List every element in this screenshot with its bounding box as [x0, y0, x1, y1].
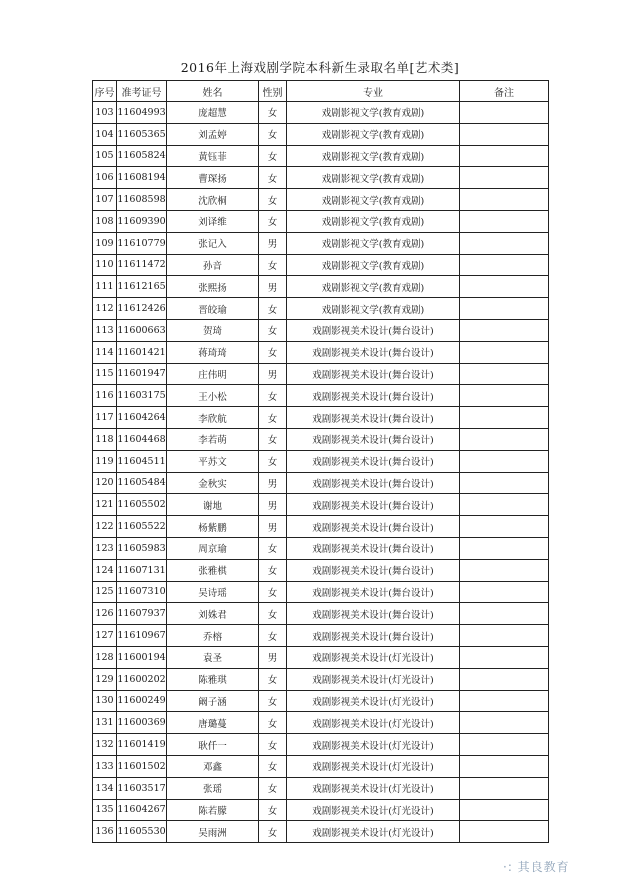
cell-name: 乔榕: [167, 625, 259, 647]
table-row: [93, 341, 549, 363]
cell-major: 戏剧影视美术设计(舞台设计): [287, 494, 460, 516]
cell-name: 刘译维: [167, 210, 259, 232]
cell-seq: 118: [93, 428, 117, 450]
cell-exam-no: 11605824: [117, 145, 167, 167]
cell-seq: 122: [93, 516, 117, 538]
cell-gender: 男: [259, 363, 287, 385]
cell-gender: 女: [259, 254, 287, 276]
cell-exam-no: 11610779: [117, 232, 167, 254]
cell-remark: [460, 646, 549, 668]
cell-exam-no: 11604264: [117, 407, 167, 429]
table-row: [93, 581, 549, 603]
cell-major: 戏剧影视文学(教育戏剧): [287, 167, 460, 189]
cell-name: 沈欣桐: [167, 189, 259, 211]
cell-exam-no: 11600663: [117, 319, 167, 341]
cell-exam-no: 11605522: [117, 516, 167, 538]
cell-seq: 136: [93, 821, 117, 843]
cell-remark: [460, 777, 549, 799]
cell-gender: 女: [259, 450, 287, 472]
cell-major: 戏剧影视美术设计(舞台设计): [287, 319, 460, 341]
cell-remark: [460, 516, 549, 538]
cell-name: 李若萌: [167, 428, 259, 450]
cell-name: 吴诗瑶: [167, 581, 259, 603]
cell-name: 谢地: [167, 494, 259, 516]
cell-major: 戏剧影视文学(教育戏剧): [287, 210, 460, 232]
cell-seq: 128: [93, 646, 117, 668]
cell-name: 杨紫鹏: [167, 516, 259, 538]
cell-name: 李欣航: [167, 407, 259, 429]
cell-exam-no: 11600249: [117, 690, 167, 712]
cell-exam-no: 11604468: [117, 428, 167, 450]
cell-major: 戏剧影视美术设计(舞台设计): [287, 516, 460, 538]
cell-gender: 女: [259, 777, 287, 799]
cell-remark: [460, 450, 549, 472]
cell-gender: 男: [259, 232, 287, 254]
column-header-major: 专业: [287, 81, 460, 102]
cell-gender: 女: [259, 690, 287, 712]
cell-exam-no: 11604267: [117, 799, 167, 821]
cell-gender: 女: [259, 102, 287, 124]
cell-seq: 115: [93, 363, 117, 385]
table-row: [93, 690, 549, 712]
cell-major: 戏剧影视美术设计(灯光设计): [287, 690, 460, 712]
cell-name: 张雅棋: [167, 559, 259, 581]
cell-major: 戏剧影视美术设计(舞台设计): [287, 559, 460, 581]
cell-major: 戏剧影视美术设计(灯光设计): [287, 777, 460, 799]
cell-remark: [460, 189, 549, 211]
cell-seq: 105: [93, 145, 117, 167]
cell-name: 张瑶: [167, 777, 259, 799]
cell-gender: 女: [259, 145, 287, 167]
cell-name: 庞超慧: [167, 102, 259, 124]
cell-seq: 123: [93, 537, 117, 559]
table-row: [93, 407, 549, 429]
cell-name: 刘姝君: [167, 603, 259, 625]
cell-remark: [460, 559, 549, 581]
cell-major: 戏剧影视文学(教育戏剧): [287, 145, 460, 167]
table-row: [93, 450, 549, 472]
admission-table: [92, 80, 549, 843]
cell-gender: 男: [259, 516, 287, 538]
column-header-seq: 序号: [93, 81, 117, 102]
cell-gender: 女: [259, 603, 287, 625]
table-row: [93, 603, 549, 625]
table-row: [93, 646, 549, 668]
cell-gender: 女: [259, 559, 287, 581]
cell-seq: 109: [93, 232, 117, 254]
cell-remark: [460, 385, 549, 407]
cell-remark: [460, 407, 549, 429]
cell-major: 戏剧影视文学(教育戏剧): [287, 102, 460, 124]
cell-seq: 129: [93, 668, 117, 690]
cell-name: 阚子涵: [167, 690, 259, 712]
cell-seq: 103: [93, 102, 117, 124]
column-header-exam-no: 准考证号: [117, 81, 167, 102]
cell-remark: [460, 428, 549, 450]
cell-seq: 106: [93, 167, 117, 189]
cell-remark: [460, 494, 549, 516]
cell-seq: 135: [93, 799, 117, 821]
cell-gender: 女: [259, 189, 287, 211]
cell-remark: [460, 319, 549, 341]
cell-seq: 119: [93, 450, 117, 472]
cell-exam-no: 11600202: [117, 668, 167, 690]
cell-seq: 117: [93, 407, 117, 429]
table-row: [93, 298, 549, 320]
cell-remark: [460, 472, 549, 494]
cell-gender: 女: [259, 341, 287, 363]
cell-major: 戏剧影视文学(教育戏剧): [287, 232, 460, 254]
cell-name: 周京瑜: [167, 537, 259, 559]
cell-remark: [460, 232, 549, 254]
cell-remark: [460, 167, 549, 189]
cell-gender: 男: [259, 646, 287, 668]
table-header-row: [93, 81, 549, 102]
cell-seq: 132: [93, 734, 117, 756]
table-row: [93, 254, 549, 276]
cell-major: 戏剧影视美术设计(舞台设计): [287, 472, 460, 494]
cell-seq: 112: [93, 298, 117, 320]
cell-remark: [460, 755, 549, 777]
cell-seq: 107: [93, 189, 117, 211]
table-row: [93, 232, 549, 254]
cell-major: 戏剧影视美术设计(舞台设计): [287, 341, 460, 363]
cell-major: 戏剧影视美术设计(舞台设计): [287, 407, 460, 429]
cell-major: 戏剧影视美术设计(舞台设计): [287, 603, 460, 625]
cell-name: 晋皎瑜: [167, 298, 259, 320]
table-row: [93, 319, 549, 341]
cell-seq: 126: [93, 603, 117, 625]
table-row: [93, 712, 549, 734]
cell-major: 戏剧影视美术设计(舞台设计): [287, 363, 460, 385]
cell-exam-no: 11607937: [117, 603, 167, 625]
cell-major: 戏剧影视文学(教育戏剧): [287, 276, 460, 298]
cell-exam-no: 11609390: [117, 210, 167, 232]
cell-exam-no: 11601421: [117, 341, 167, 363]
table-row: [93, 734, 549, 756]
cell-major: 戏剧影视美术设计(灯光设计): [287, 712, 460, 734]
cell-gender: 女: [259, 407, 287, 429]
cell-gender: 女: [259, 799, 287, 821]
cell-major: 戏剧影视美术设计(灯光设计): [287, 821, 460, 843]
cell-major: 戏剧影视文学(教育戏剧): [287, 254, 460, 276]
cell-seq: 110: [93, 254, 117, 276]
cell-seq: 127: [93, 625, 117, 647]
cell-name: 陈若朦: [167, 799, 259, 821]
cell-major: 戏剧影视美术设计(舞台设计): [287, 428, 460, 450]
column-header-remark: 备注: [460, 81, 549, 102]
table-row: [93, 821, 549, 843]
cell-seq: 120: [93, 472, 117, 494]
table-row: [93, 189, 549, 211]
cell-seq: 131: [93, 712, 117, 734]
cell-seq: 133: [93, 755, 117, 777]
table-row: [93, 755, 549, 777]
cell-exam-no: 11607310: [117, 581, 167, 603]
cell-exam-no: 11604511: [117, 450, 167, 472]
cell-exam-no: 11605530: [117, 821, 167, 843]
cell-remark: [460, 537, 549, 559]
cell-seq: 114: [93, 341, 117, 363]
cell-name: 张记入: [167, 232, 259, 254]
cell-name: 袁圣: [167, 646, 259, 668]
column-header-gender: 性别: [259, 81, 287, 102]
cell-gender: 女: [259, 712, 287, 734]
cell-exam-no: 11603517: [117, 777, 167, 799]
cell-gender: 女: [259, 123, 287, 145]
cell-seq: 113: [93, 319, 117, 341]
cell-major: 戏剧影视美术设计(灯光设计): [287, 755, 460, 777]
cell-remark: [460, 581, 549, 603]
table-row: [93, 799, 549, 821]
cell-remark: [460, 603, 549, 625]
cell-name: 邓鑫: [167, 755, 259, 777]
cell-gender: 女: [259, 428, 287, 450]
cell-major: 戏剧影视文学(教育戏剧): [287, 298, 460, 320]
cell-exam-no: 11601502: [117, 755, 167, 777]
cell-exam-no: 11605983: [117, 537, 167, 559]
cell-name: 蒋琦琦: [167, 341, 259, 363]
cell-major: 戏剧影视美术设计(舞台设计): [287, 625, 460, 647]
cell-gender: 女: [259, 210, 287, 232]
table-row: [93, 777, 549, 799]
cell-remark: [460, 298, 549, 320]
table-row: [93, 363, 549, 385]
cell-gender: 男: [259, 472, 287, 494]
cell-name: 王小松: [167, 385, 259, 407]
cell-name: 黄钰菲: [167, 145, 259, 167]
cell-remark: [460, 210, 549, 232]
cell-gender: 女: [259, 581, 287, 603]
cell-exam-no: 11610967: [117, 625, 167, 647]
cell-remark: [460, 625, 549, 647]
cell-exam-no: 11601419: [117, 734, 167, 756]
cell-exam-no: 11604993: [117, 102, 167, 124]
cell-name: 曹琛扬: [167, 167, 259, 189]
cell-gender: 男: [259, 494, 287, 516]
cell-remark: [460, 123, 549, 145]
table-row: [93, 516, 549, 538]
cell-seq: 130: [93, 690, 117, 712]
cell-gender: 男: [259, 276, 287, 298]
watermark: ·: 其良教育: [503, 860, 570, 874]
cell-name: 耿仟一: [167, 734, 259, 756]
cell-gender: 女: [259, 821, 287, 843]
cell-gender: 女: [259, 167, 287, 189]
cell-exam-no: 11601947: [117, 363, 167, 385]
cell-name: 张熙扬: [167, 276, 259, 298]
cell-seq: 125: [93, 581, 117, 603]
cell-exam-no: 11605484: [117, 472, 167, 494]
cell-seq: 111: [93, 276, 117, 298]
table-row: [93, 102, 549, 124]
table-row: [93, 210, 549, 232]
cell-remark: [460, 254, 549, 276]
table-row: [93, 559, 549, 581]
cell-gender: 女: [259, 298, 287, 320]
cell-remark: [460, 821, 549, 843]
cell-exam-no: 11600369: [117, 712, 167, 734]
cell-major: 戏剧影视美术设计(灯光设计): [287, 668, 460, 690]
cell-remark: [460, 712, 549, 734]
cell-remark: [460, 276, 549, 298]
cell-exam-no: 11605365: [117, 123, 167, 145]
cell-seq: 124: [93, 559, 117, 581]
cell-remark: [460, 102, 549, 124]
table-row: [93, 472, 549, 494]
page-title: 2016年上海戏剧学院本科新生录取名单[艺术类]: [180, 60, 460, 75]
table-row: [93, 276, 549, 298]
cell-name: 贺琦: [167, 319, 259, 341]
cell-seq: 134: [93, 777, 117, 799]
cell-gender: 女: [259, 734, 287, 756]
cell-name: 平苏文: [167, 450, 259, 472]
cell-exam-no: 11603175: [117, 385, 167, 407]
table-row: [93, 625, 549, 647]
table-row: [93, 537, 549, 559]
cell-gender: 女: [259, 755, 287, 777]
cell-gender: 女: [259, 385, 287, 407]
cell-seq: 104: [93, 123, 117, 145]
cell-seq: 108: [93, 210, 117, 232]
cell-exam-no: 11607131: [117, 559, 167, 581]
cell-remark: [460, 145, 549, 167]
cell-name: 陈雅琪: [167, 668, 259, 690]
table-row: [93, 167, 549, 189]
cell-exam-no: 11608194: [117, 167, 167, 189]
cell-name: 刘孟婷: [167, 123, 259, 145]
table-row: [93, 428, 549, 450]
cell-gender: 女: [259, 625, 287, 647]
cell-major: 戏剧影视文学(教育戏剧): [287, 123, 460, 145]
cell-major: 戏剧影视文学(教育戏剧): [287, 189, 460, 211]
cell-major: 戏剧影视美术设计(灯光设计): [287, 646, 460, 668]
cell-major: 戏剧影视美术设计(灯光设计): [287, 799, 460, 821]
table-row: [93, 494, 549, 516]
table-row: [93, 385, 549, 407]
cell-gender: 女: [259, 537, 287, 559]
cell-major: 戏剧影视美术设计(灯光设计): [287, 734, 460, 756]
cell-name: 金秋实: [167, 472, 259, 494]
cell-name: 庄伟明: [167, 363, 259, 385]
cell-gender: 女: [259, 319, 287, 341]
table-row: [93, 145, 549, 167]
cell-major: 戏剧影视美术设计(舞台设计): [287, 537, 460, 559]
cell-name: 孙音: [167, 254, 259, 276]
table-row: [93, 123, 549, 145]
cell-remark: [460, 363, 549, 385]
cell-major: 戏剧影视美术设计(舞台设计): [287, 385, 460, 407]
cell-exam-no: 11611472: [117, 254, 167, 276]
cell-seq: 121: [93, 494, 117, 516]
cell-exam-no: 11612165: [117, 276, 167, 298]
table-row: [93, 668, 549, 690]
cell-gender: 女: [259, 668, 287, 690]
cell-remark: [460, 341, 549, 363]
cell-remark: [460, 799, 549, 821]
cell-major: 戏剧影视美术设计(舞台设计): [287, 581, 460, 603]
column-header-name: 姓名: [167, 81, 259, 102]
cell-exam-no: 11612426: [117, 298, 167, 320]
cell-remark: [460, 734, 549, 756]
cell-exam-no: 11600194: [117, 646, 167, 668]
cell-exam-no: 11608598: [117, 189, 167, 211]
cell-major: 戏剧影视美术设计(舞台设计): [287, 450, 460, 472]
cell-remark: [460, 690, 549, 712]
cell-exam-no: 11605502: [117, 494, 167, 516]
cell-seq: 116: [93, 385, 117, 407]
cell-remark: [460, 668, 549, 690]
cell-name: 吴雨洲: [167, 821, 259, 843]
cell-name: 唐璐蔓: [167, 712, 259, 734]
